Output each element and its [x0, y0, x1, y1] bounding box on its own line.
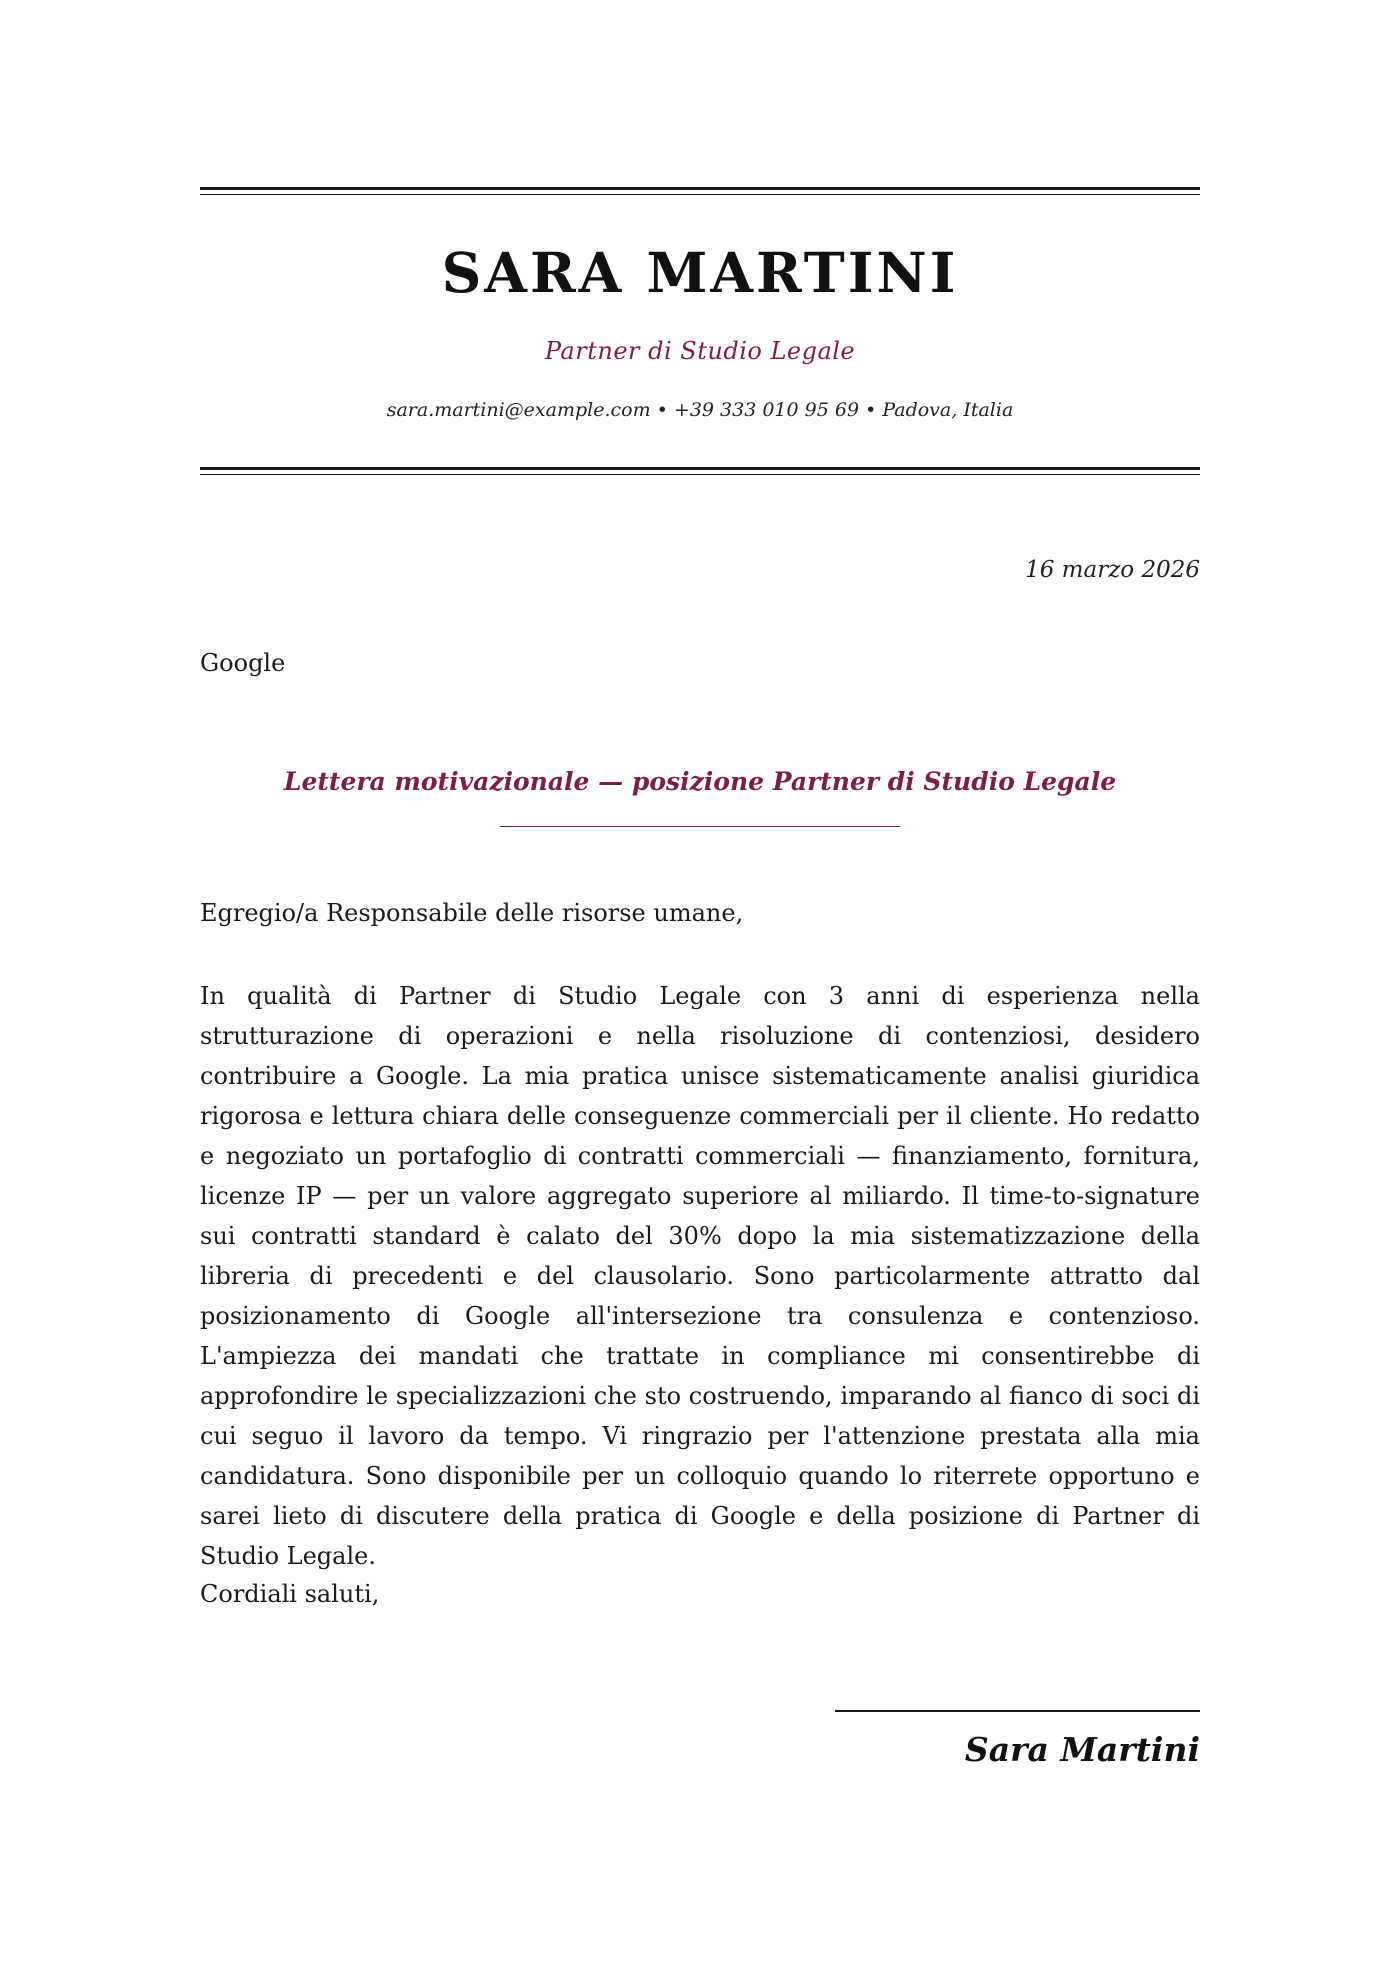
contact-line: sara.martini@example.com • +39 333 010 95 69 • Padova, Italia [386, 399, 1014, 421]
salutation: Egregio/a Responsabile delle risorse umane, [200, 899, 744, 927]
signature-line [835, 1710, 1200, 1712]
letter-date: 16 marzo 2026 [1025, 557, 1200, 583]
letter-subject: Lettera motivazionale — posizione Partner di Studio Legale [283, 767, 1117, 796]
subject-underline [500, 826, 900, 827]
letter-body: In qualità di Partner di Studio Legale con 3 anni di esperienza nella strutturazione di operazioni e nella risoluzione di contenziosi, desidero contribuire a Google. La mia pratica unisce sistematicamente analisi giuridica rigorosa e lettura chiara delle conseguenze commerciali per il cliente. Ho redatto e negoziato un portafoglio di contratti commerciali — finanziamento, fornitura, licenze IP — per un valore aggregato superiore al miliardo. Il time-to-signature sui contratti standard è calato del 30% dopo la mia sistematizzazione della libreria di precedenti e del clausolario. Sono particolarmente attratto dal posizionamento di Google all'intersezione tra consulenza e contenzioso. L'ampiezza dei mandati che trattate in compliance mi consentirebbe di approfondire le specializzazioni che sto costruendo, imparando al fianco di soci di cui seguo il lavoro da tempo. Vi ringrazio per l'attenzione prestata alla mia candidatura. Sono disponibile per un colloquio quando lo riterrete opportuno e sarei lieto di discutere della pratica di Google e della posizione di Partner di Studio Legale. [200, 982, 1200, 1570]
applicant-name: SARA MARTINI [441, 240, 959, 305]
recipient-company: Google [200, 649, 286, 677]
cover-letter-page [200, 0, 1200, 1980]
header-top-rule [200, 187, 1200, 195]
signature-name: Sara Martini [964, 1730, 1200, 1769]
applicant-role: Partner di Studio Legale [544, 337, 856, 365]
header-bottom-rule [200, 467, 1200, 475]
closing: Cordiali saluti, [200, 1580, 380, 1608]
